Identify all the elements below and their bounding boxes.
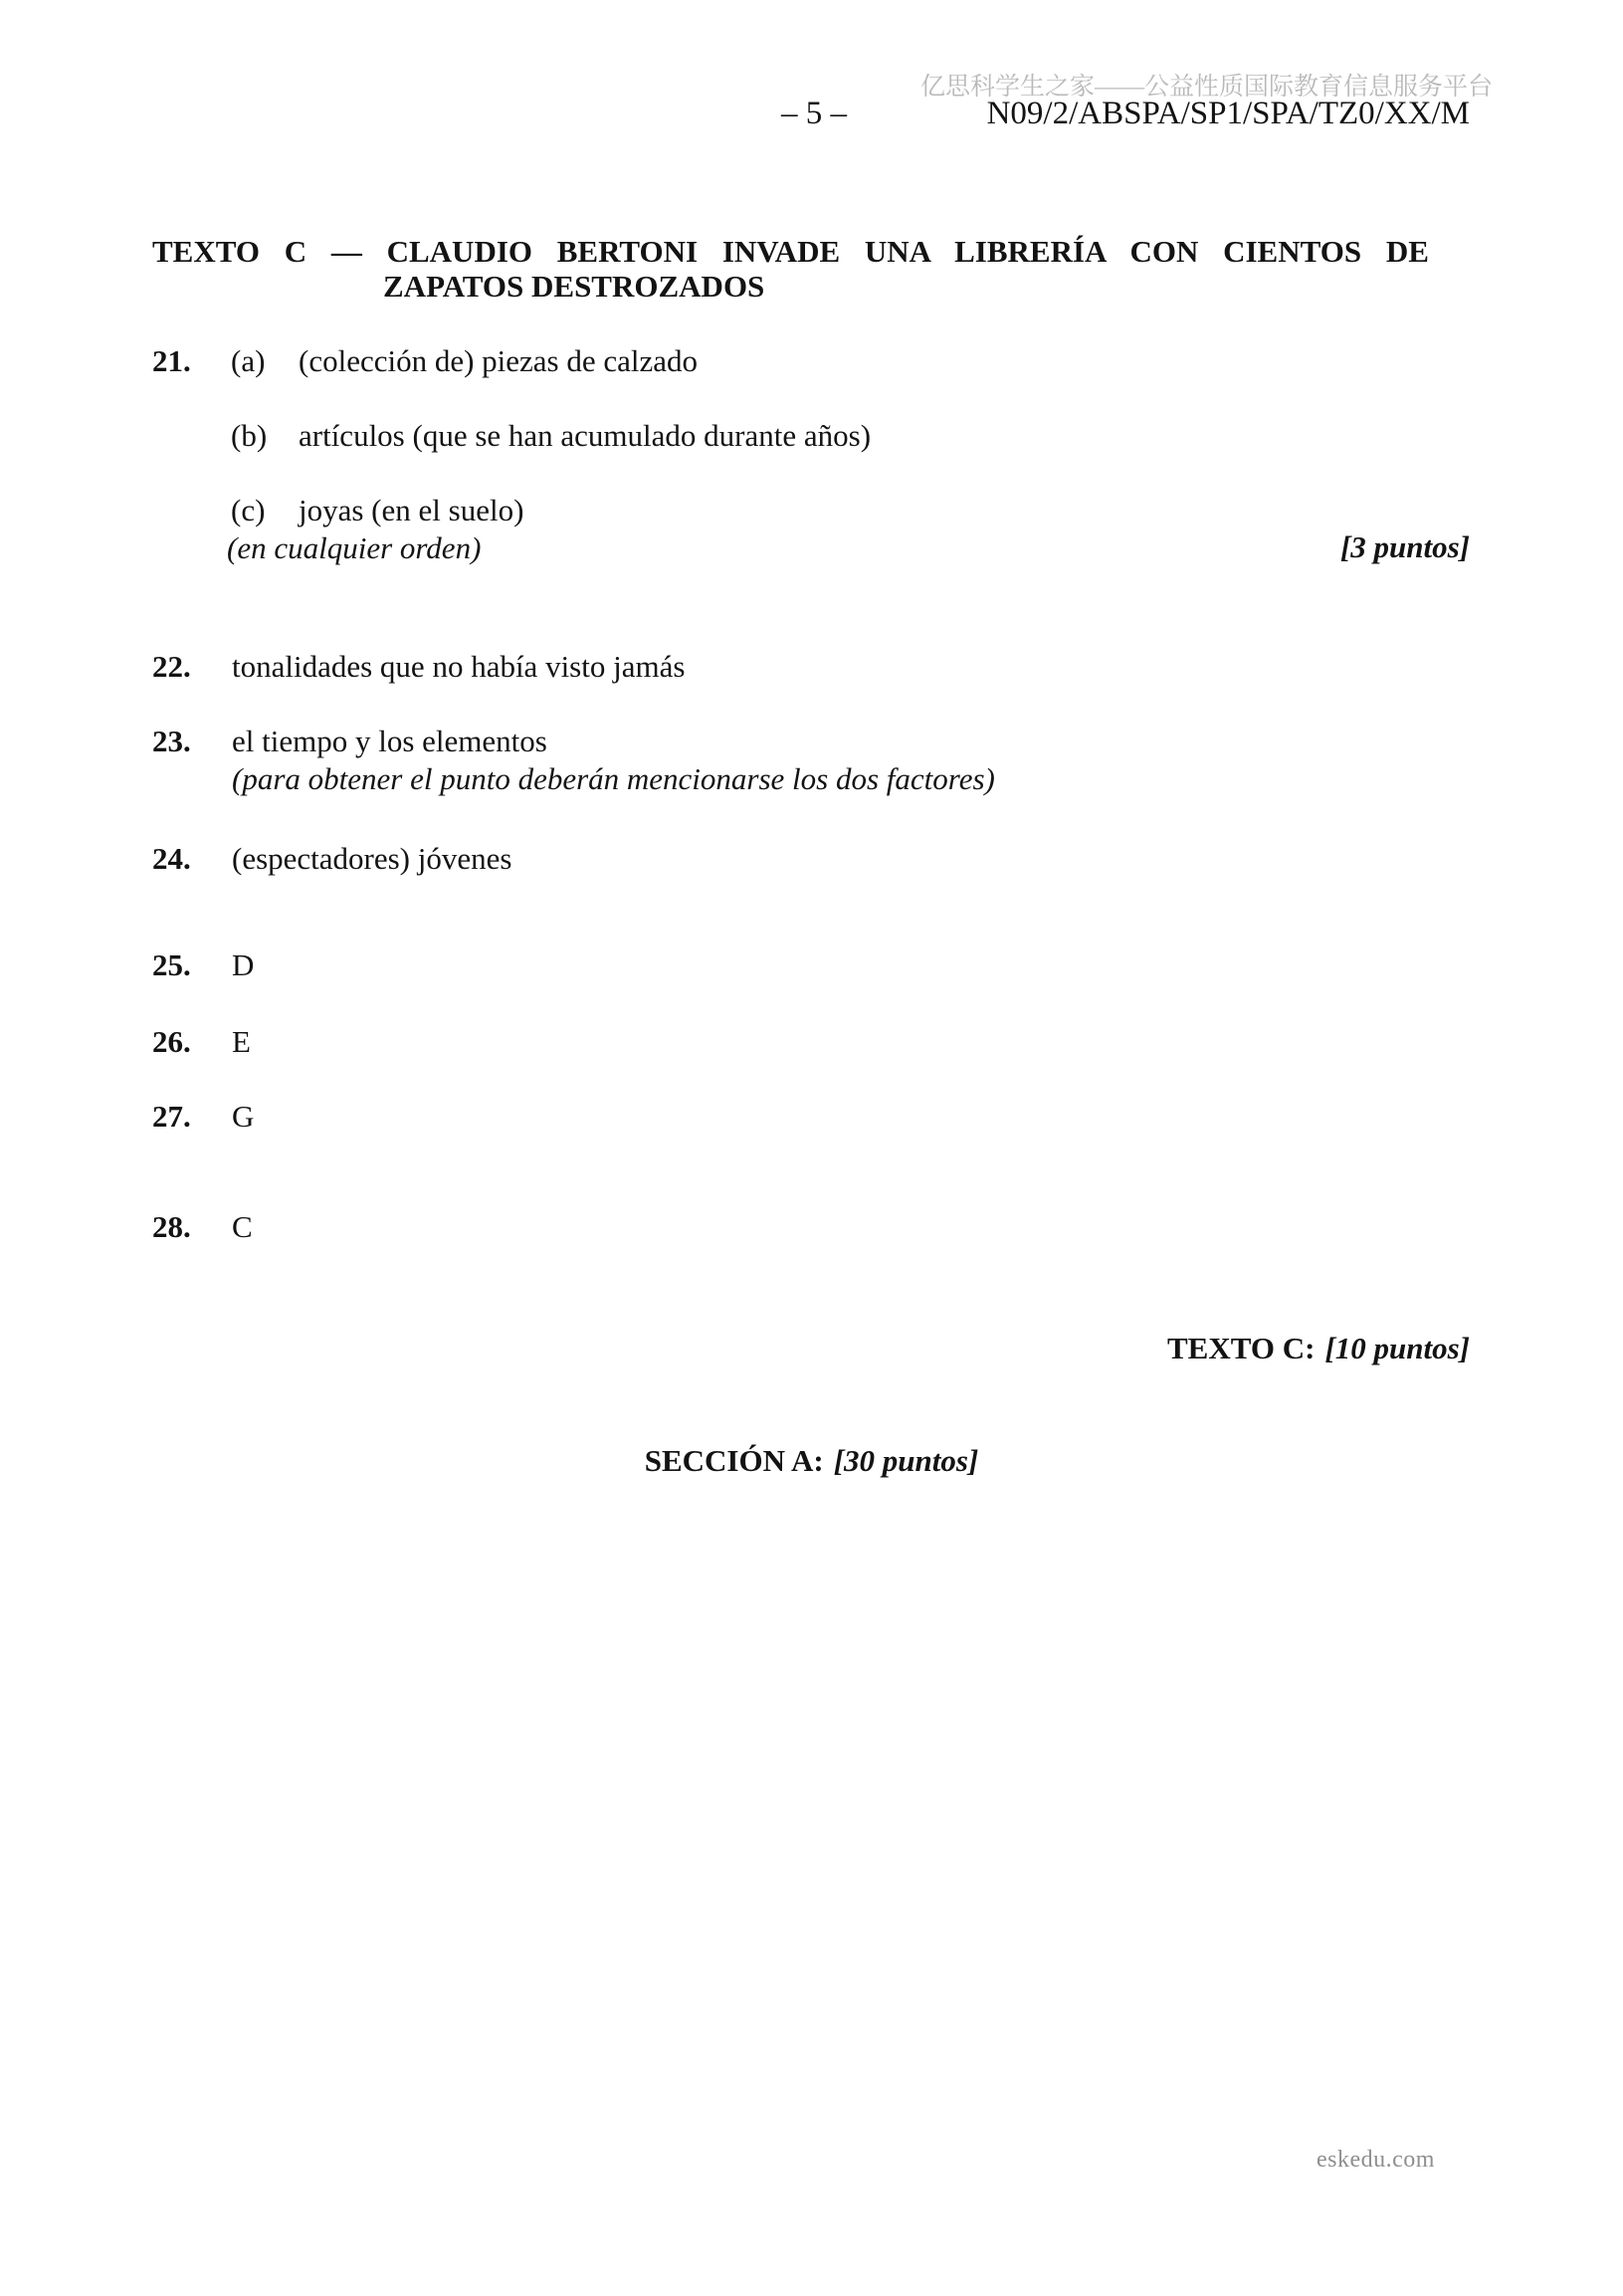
page-number: – 5 – xyxy=(781,96,847,131)
texto-c-total-points: [10 puntos] xyxy=(1324,1331,1470,1365)
question-21-number: 21. xyxy=(152,343,191,378)
question-25-number: 25. xyxy=(152,947,191,982)
texto-c-title-line1: TEXTO C — CLAUDIO BERTONI INVADE UNA LIBRERÍA CON CIENTOS DE xyxy=(152,234,1429,269)
question-21c-label: (c) xyxy=(231,493,266,527)
paper-code: N09/2/ABSPA/SP1/SPA/TZ0/XX/M xyxy=(986,96,1470,131)
question-26-number: 26. xyxy=(152,1024,191,1059)
question-23-answer: el tiempo y los elementos xyxy=(232,724,547,758)
question-24-answer: (espectadores) jóvenes xyxy=(232,841,512,876)
question-21-points: [3 puntos] xyxy=(1339,529,1470,564)
question-26-answer: E xyxy=(232,1024,251,1059)
texto-c-title-line2: ZAPATOS DESTROZADOS xyxy=(383,269,765,304)
seccion-a-total xyxy=(0,1443,1623,1479)
question-21-note: (en cualquier orden) xyxy=(227,530,482,565)
question-21b-label: (b) xyxy=(231,418,268,453)
question-22-number: 22. xyxy=(152,649,191,684)
question-27-answer: G xyxy=(232,1099,255,1134)
question-21a-label: (a) xyxy=(231,343,266,378)
question-22-answer: tonalidades que no había visto jamás xyxy=(232,649,686,684)
texto-c-total xyxy=(1167,1331,1470,1366)
question-25-answer: D xyxy=(232,947,255,982)
question-23-note: (para obtener el punto deberán mencionarse los dos factores) xyxy=(232,761,995,796)
question-24-number: 24. xyxy=(152,841,191,876)
question-27-number: 27. xyxy=(152,1099,191,1134)
seccion-a-total-label: SECCIÓN A: xyxy=(644,1443,824,1478)
watermark-text: 亿思科学生之家——公益性质国际教育信息服务平台 xyxy=(920,74,1494,101)
question-21c-answer: joyas (en el suelo) xyxy=(299,493,524,527)
seccion-a-total-points: [30 puntos] xyxy=(833,1443,979,1478)
question-23-number: 23. xyxy=(152,724,191,758)
question-28-number: 28. xyxy=(152,1209,191,1244)
question-21b-answer: artículos (que se han acumulado durante años) xyxy=(299,418,872,453)
question-28-answer: C xyxy=(232,1209,253,1244)
texto-c-total-label: TEXTO C: xyxy=(1167,1331,1316,1365)
footer-site-text: eskedu.com xyxy=(1317,2147,1435,2173)
question-21a-answer: (colección de) piezas de calzado xyxy=(299,343,699,378)
